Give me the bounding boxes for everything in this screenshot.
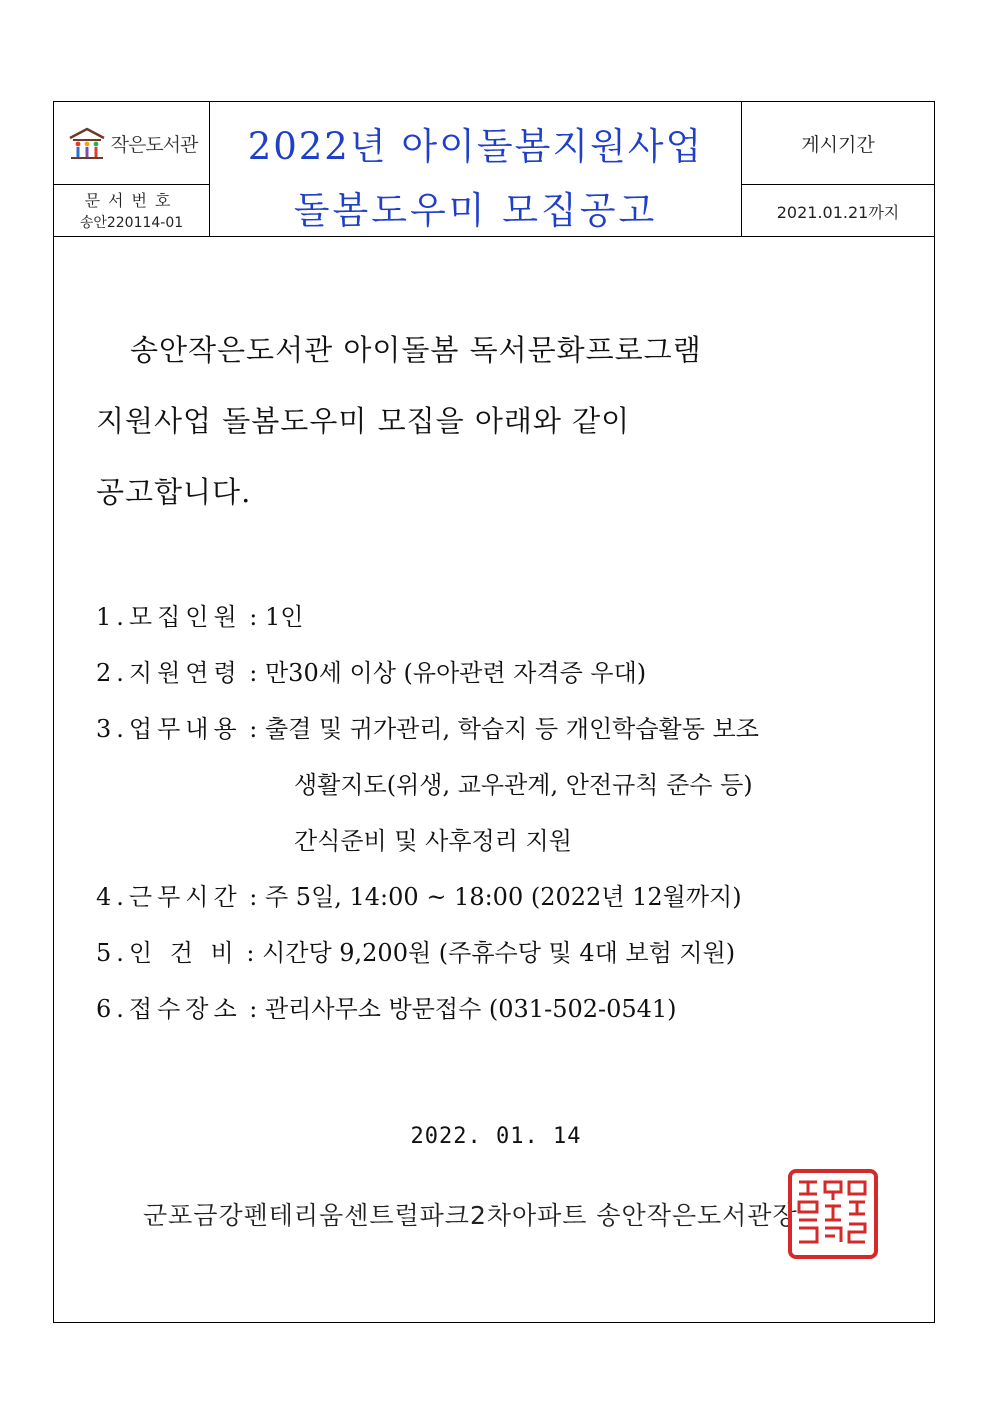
title-line-1: 2022년 아이돌봄지원사업 [247, 125, 704, 168]
detail-label: 6.접수장소 [96, 995, 242, 1023]
intro-line-1: 송안작은도서관 아이돌봄 독서문화프로그램 [130, 333, 702, 367]
intro-line-3: 공고합니다. [96, 475, 252, 509]
posting-period: 2021.01.21까지 [776, 202, 900, 222]
library-house-icon [66, 126, 108, 160]
organization-signature: 군포금강펜테리움센트럴파크2차아파트 송안작은도서관장 [143, 1201, 798, 1230]
detail-label: 5.인 건 비 [96, 939, 239, 967]
doc-number-cell [54, 185, 210, 237]
detail-continuation: 생활지도(위생, 교우관계, 안전규칙 준수 등) [294, 771, 753, 799]
doc-number-label: 문서번호 [84, 191, 179, 210]
detail-item [96, 653, 646, 688]
detail-continuation: 간식준비 및 사후정리 지원 [294, 827, 572, 855]
detail-item [96, 989, 677, 1024]
detail-value: : 시간당 9,200원 (주휴수당 및 4대 보험 지원) [246, 939, 736, 967]
detail-value: : 1인 [249, 603, 304, 631]
doc-number: 송안220114-01 [79, 215, 184, 231]
detail-value: : 출결 및 귀가관리, 학습지 등 개인학습활동 보조 [249, 715, 759, 743]
detail-value: : 관리사무소 방문접수 (031-502-0541) [249, 995, 677, 1023]
detail-item [96, 877, 742, 912]
detail-item [96, 933, 735, 968]
library-logo [66, 126, 198, 160]
detail-item [96, 597, 303, 632]
header-table [54, 102, 934, 237]
logo-cell [54, 102, 210, 185]
posting-period-label: 게시기간 [742, 102, 934, 185]
title-line-2: 돌봄도우미 모집공고 [293, 189, 658, 232]
detail-item [96, 709, 759, 744]
logo-text: 작은도서관 [110, 133, 198, 156]
detail-label: 4.근무시간 [96, 883, 242, 911]
detail-label: 1.모집인원 [96, 603, 242, 631]
detail-value: : 만30세 이상 (유아관련 자격증 우대) [249, 659, 647, 687]
detail-label: 3.업무내용 [96, 715, 242, 743]
intro-line-2: 지원사업 돌봄도우미 모집을 아래와 같이 [96, 404, 631, 438]
title-cell [210, 102, 742, 237]
notice-date: 2022. 01. 14 [410, 1124, 582, 1149]
detail-value: : 주 5일, 14:00 ~ 18:00 (2022년 12월까지) [249, 883, 742, 911]
intro-paragraph [96, 315, 876, 528]
detail-label: 2.지원연령 [96, 659, 242, 687]
official-seal-icon [787, 1168, 879, 1260]
